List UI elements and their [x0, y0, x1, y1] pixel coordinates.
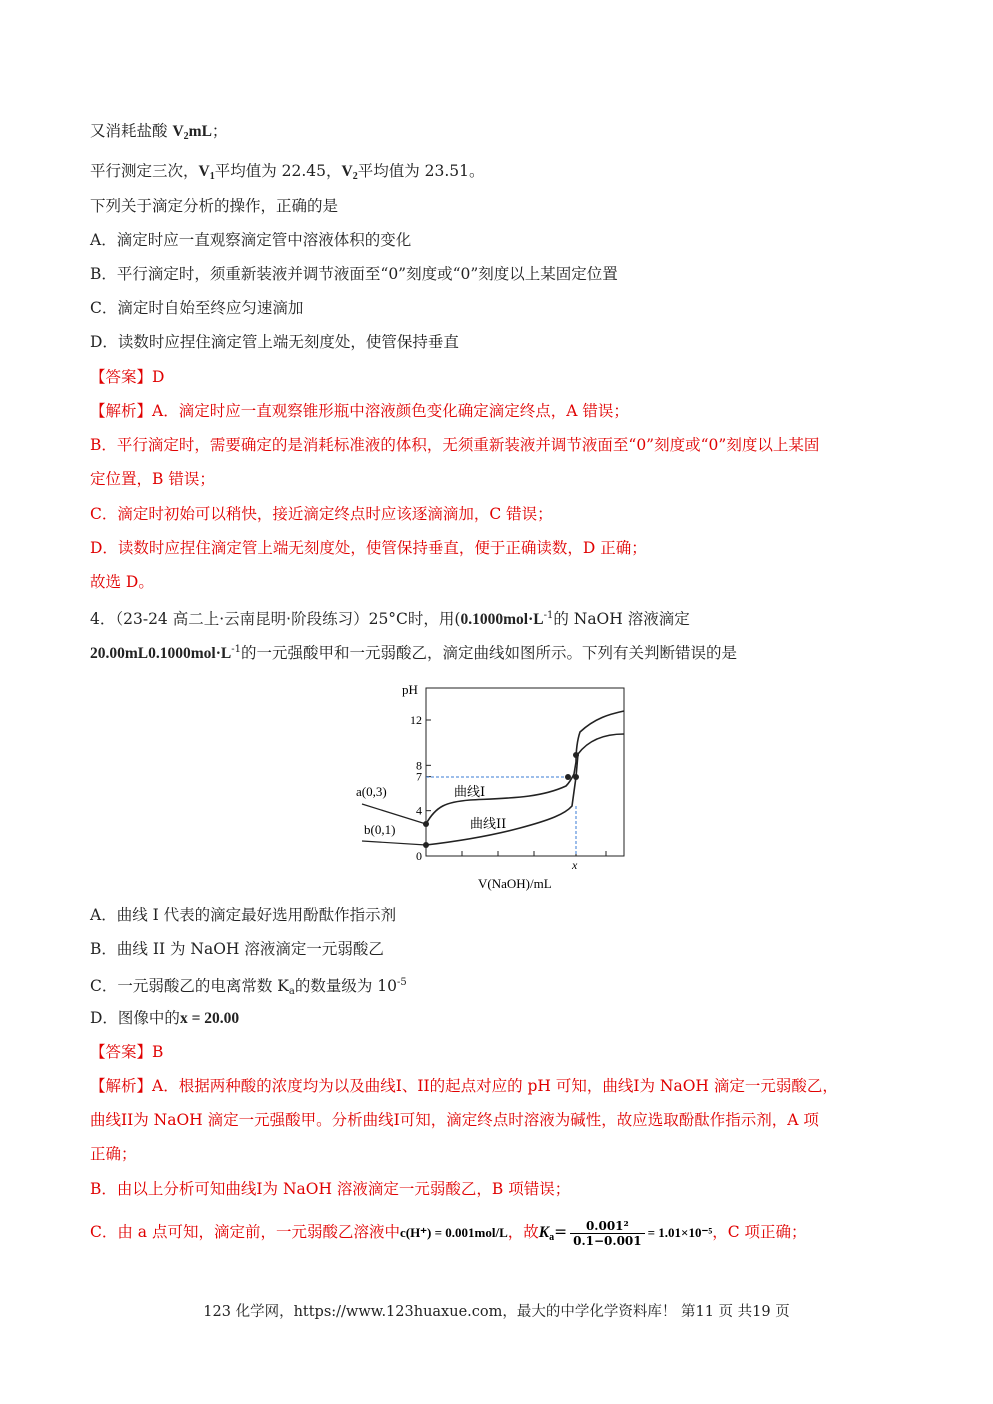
explanation-2a-1: 【解析】A．根据两种酸的浓度均为以及曲线I、II的起点对应的 pH 可知，曲线I为 NaOH 滴定一元弱酸乙，: [90, 1077, 838, 1095]
q4-option-c: C．一元弱酸乙的电离常数 $K_a$的数量级为 $10^{-5}$: [90, 977, 407, 997]
x-axis-label: V(NaOH)/mL: [478, 876, 552, 891]
option-d: D．读数时应捏住滴定管上端无刻度处，使管保持垂直: [90, 333, 459, 351]
option-b: B．平行滴定时，须重新装液并调节液面至“0”刻度或“0”刻度以上某固定位置: [90, 265, 618, 283]
y-tick-label: 7: [416, 769, 422, 784]
answer-1: 【答案】D: [90, 368, 165, 386]
text-line-1: 又消耗盐酸 $V_2mL$；: [90, 122, 228, 142]
explanation-2a-3: 正确；: [90, 1145, 137, 1163]
answer-2: 【答案】B: [90, 1043, 164, 1061]
text-line-2: 平行测定三次，$V_1$平均值为 22.45，$V_2$平均值为 23.51。: [90, 162, 485, 182]
explanation-1d: D．读数时应捏住滴定管上端无刻度处，使管保持垂直，便于正确读数，D 正确；: [90, 539, 647, 557]
explanation-2c: C．由 a 点可知，滴定前，一元弱酸乙溶液中c(H⁺) = 0.001mol/L，故$K_a=$ $\frac{\text{0.001²}}{0.1-0.001}$ = 1.01×10⁻⁵，C 项正确；: [90, 1218, 807, 1248]
y-tick-label: 0: [416, 849, 422, 863]
page-footer: 123 化学网，https://www.123huaxue.com，最大的中学化学资料库！ 第11 页 共19 页: [203, 1304, 790, 1320]
explanation-1b-1: B．平行滴定时，需要确定的是消耗标准液的体积，无须重新装液并调节液面至“0”刻度或“0”刻度以上某固: [90, 436, 820, 454]
explanation-1e: 故选 D。: [90, 573, 154, 591]
ka-fraction: $\frac{\text{0.001²}}{0.1-0.001}$: [570, 1219, 645, 1248]
curve-1: [426, 711, 624, 824]
titration-chart: [350, 676, 640, 896]
question-stem: 下列关于滴定分析的操作，正确的是: [90, 197, 339, 215]
q4-option-a: A．曲线 I 代表的滴定最好选用酚酞作指示剂: [90, 906, 397, 924]
y-axis-label: pH: [402, 682, 418, 697]
explanation-2b: B．由以上分析可知曲线I为 NaOH 溶液滴定一元弱酸乙，B 项错误；: [90, 1180, 571, 1198]
y-tick-label: 12: [410, 713, 422, 727]
option-a: A．滴定时应一直观察滴定管中溶液体积的变化: [90, 231, 412, 249]
y-tick-label: 8: [416, 758, 422, 773]
point-a: [423, 821, 429, 827]
question-4-line-2: $20.00mL0.1000mol\cdot L^{-1}$的一元强酸甲和一元弱酸乙，滴定曲线如图所示。下列有关判断错误的是: [90, 644, 737, 662]
curve-2-label: 曲线II: [470, 817, 507, 832]
x-tick-x: x: [572, 858, 578, 872]
point-b-label: b(0,1): [364, 822, 396, 837]
q4-option-b: B．曲线 II 为 NaOH 溶液滴定一元弱酸乙: [90, 940, 384, 958]
y-ticks: [410, 713, 431, 863]
q4-option-d: D．图像中的x = 20.00: [90, 1009, 240, 1027]
option-c: C．滴定时自始至终应匀速滴加: [90, 299, 304, 317]
explanation-2a-2: 曲线II为 NaOH 滴定一元强酸甲。分析曲线I可知，滴定终点时溶液为碱性，故应选取酚酞作指示剂，A 项: [90, 1111, 819, 1129]
point-b: [423, 842, 429, 848]
point-a-label: a(0,3): [356, 784, 387, 799]
explanation-1a: 【解析】A．滴定时应一直观察锥形瓶中溶液颜色变化确定滴定终点，A 错误；: [90, 402, 629, 420]
question-4-line-1: 4．（23-24 高二上·云南昆明·阶段练习）25°C时，用($0.1000mol\cdot L^{-1}$的 NaOH 溶液滴定: [90, 610, 690, 628]
explanation-1b-2: 定位置，B 错误；: [90, 470, 215, 488]
explanation-1c: C．滴定时初始可以稍快，接近滴定终点时应该逐滴滴加，C 错误；: [90, 505, 553, 523]
curve-1-label: 曲线I: [454, 785, 486, 800]
y-tick-label: 4: [416, 803, 422, 818]
